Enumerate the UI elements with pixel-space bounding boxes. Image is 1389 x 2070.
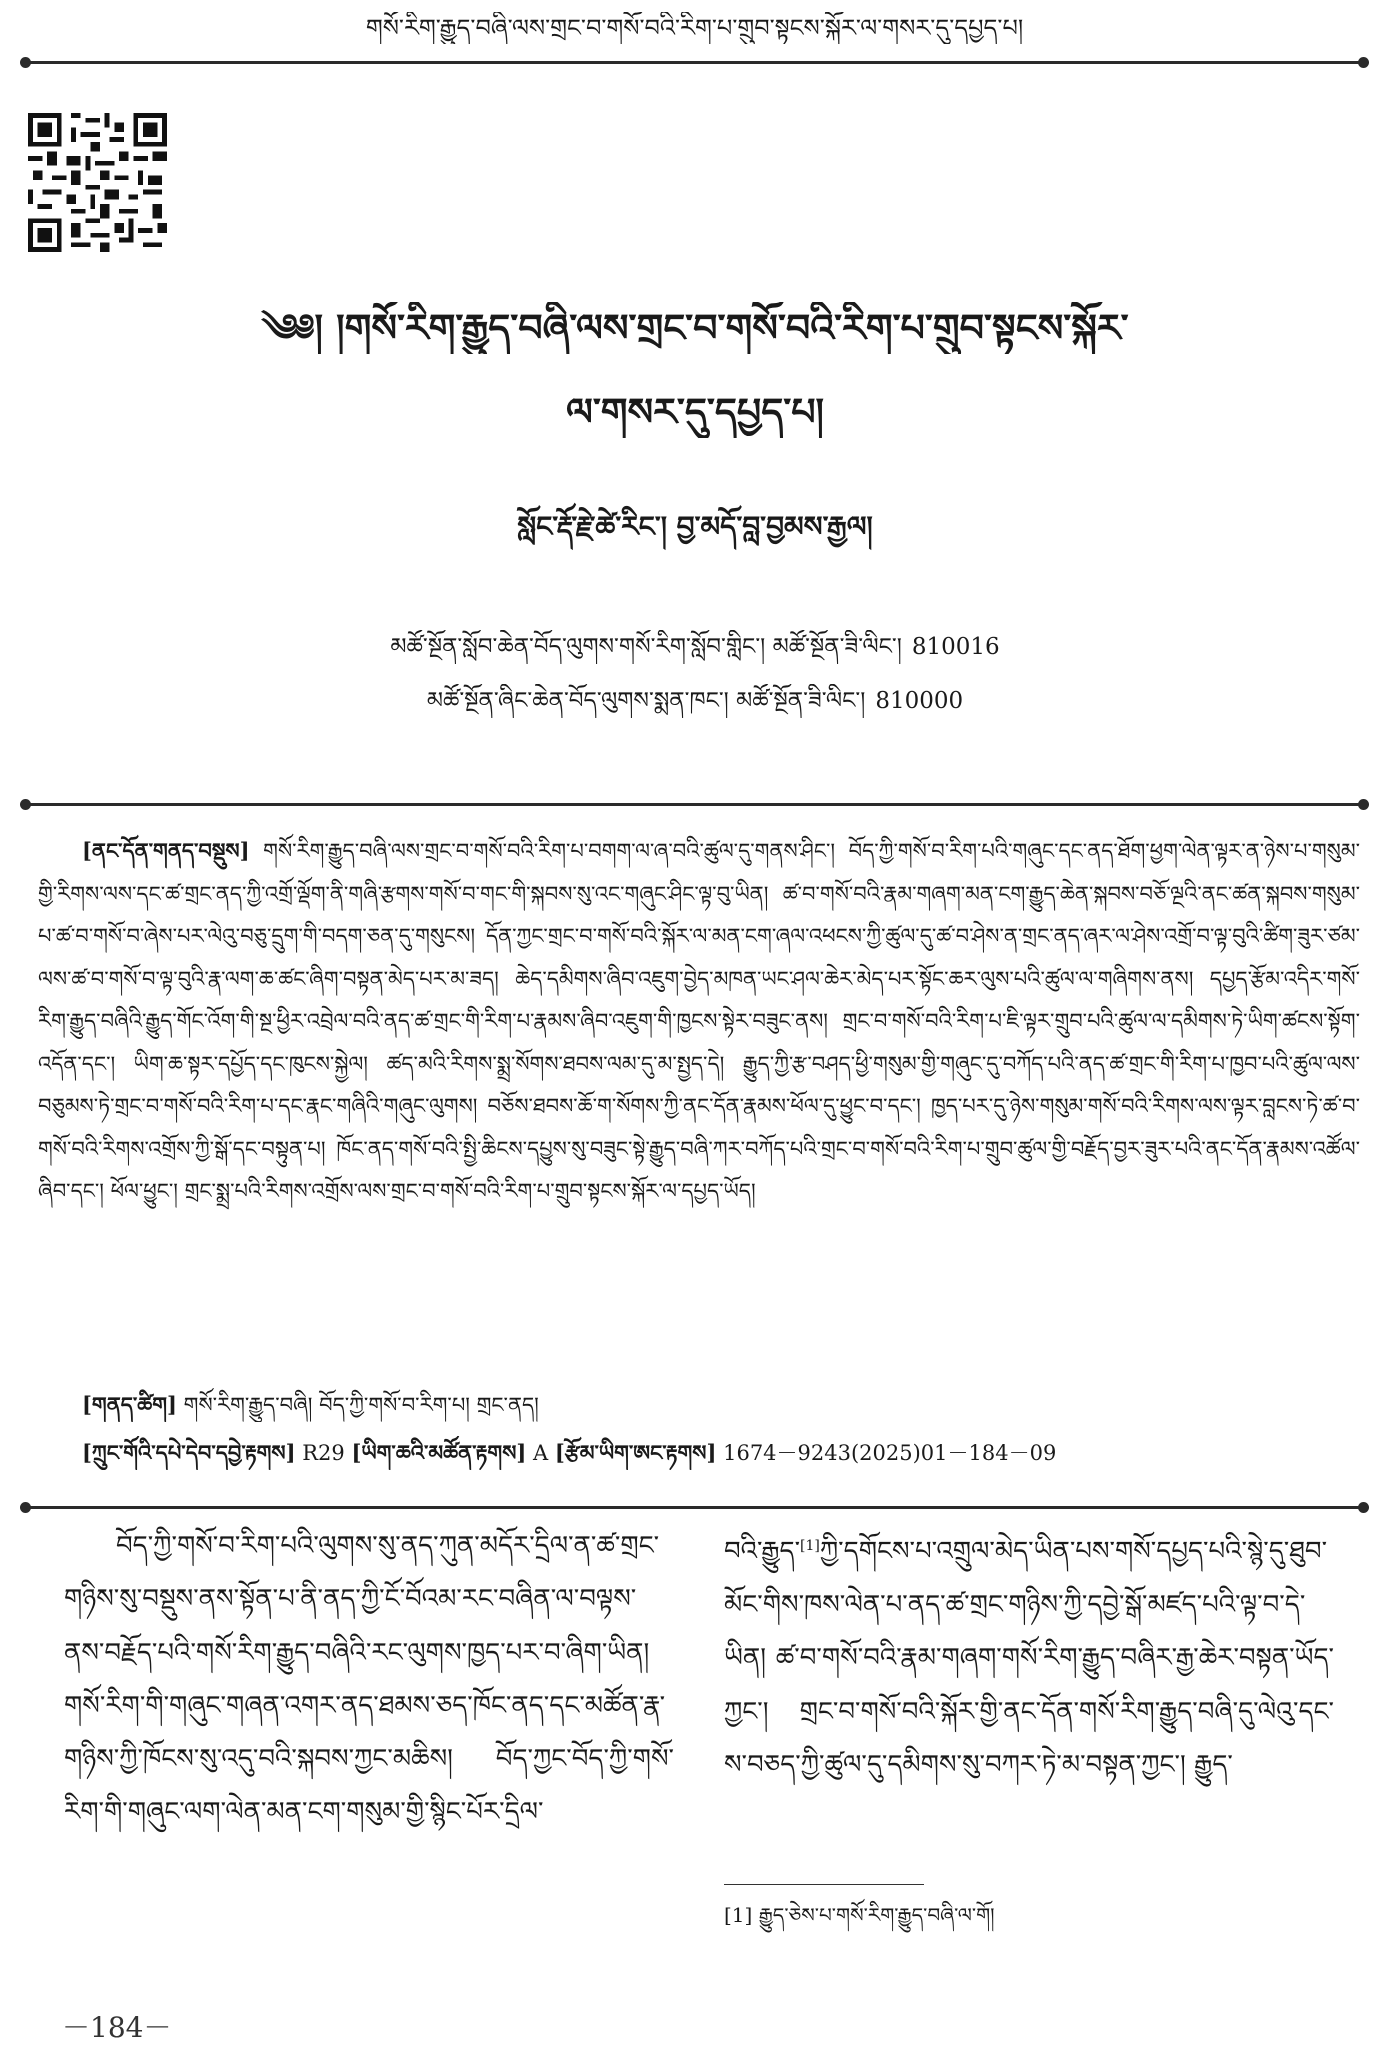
clc-value: R29 [302,1441,345,1465]
title-line-1: ༄༅། །གསོ་རིག་རྒྱུད་བཞི་ལས་གྲང་བ་གསོ་བའི་རིག་པ་གྲུབ་སྟངས་སྐོར་ [261,305,1129,350]
clc-label: [ཀྲུང་གོའི་དཔེ་དེབ་དབྱེ་རྟགས] [82,1440,296,1465]
footnote-divider [724,1884,924,1885]
running-head: གསོ་རིག་རྒྱུད་བཞི་ལས་གྲང་བ་གསོ་བའི་རིག་པ་གྲུབ་སྟངས་སྐོར་ལ་གསར་དུ་དཔྱད་པ། [365,14,1024,42]
article-number-value: 1674－9243(2025)01－184－09 [723,1441,1057,1465]
body-right-lead: བའི་རྒྱུད་ [724,1536,801,1567]
affiliation-2-text: མཚོ་སྔོན་ཞིང་ཆེན་བོད་ལུགས་སྨན་ཁང་། མཚོ་སྔོན་ཟི་ལིང་། [426,688,866,714]
body-left-column: བོད་ཀྱི་གསོ་བ་རིག་པའི་ལུགས་སུ་ནད་ཀུན་མདོར་དྲིལ་ན་ཚ་གྲང་གཉིས་སུ་བསྡུས་ནས་སྟོན་པ་ནི་ནད་ཀྱི་ངོ་བོའམ་རང་བཞིན་ལ་བལྟས་ནས་བརྗོད་པའི་གསོ་རིག་རྒྱུད་བཞིའི་རང་ལུགས་ཁྱད་པར་བ་ཞིག་ཡིན། གསོ་རིག་གི་གཞུང་གཞན་འགར་ནད་ཐམས་ཅད་ཁོང་ནད་དང་མཚོན་རྣ་གཉིས་ཀྱི་ཁོངས་སུ་འདུ་བའི་སྐབས་ཀྱང་མཆིས། བོད་ཀྱང་བོད་ཀྱི་གསོ་རིག་གི་གཞུང་ལག་ལེན་མན་ངག་གསུམ་གྱི་སྙིང་པོར་དྲིལ་ [64,1531,674,1828]
footnote-1: [1] རྒྱུད་ཅེས་པ་གསོ་རིག་རྒྱུད་བཞི་ལ་གོ། [724,1903,995,1927]
keywords [82,1388,1362,1422]
affiliation-2-postcode: 810000 [875,688,964,714]
footnote-ref-1[interactable]: [1] [800,1538,820,1554]
keywords-label: [གནད་ཚིག] [82,1392,177,1417]
abstract [38,830,1360,1382]
body-right-column [724,1520,1334,1840]
affiliation-1-postcode: 810016 [911,634,1000,660]
affiliation-1 [200,630,1190,664]
abstract-bottom-rule [22,1506,1367,1509]
keywords-text: གསོ་རིག་རྒྱུད་བཞི། བོད་ཀྱི་གསོ་བ་རིག་པ། གྲང་ནད། [183,1393,539,1417]
qr-code-icon [28,113,167,252]
classification-line [82,1436,1362,1470]
body-right-text: ཀྱི་དགོངས་པ་འགྲུལ་མེད་ཡིན་པས་གསོ་དཔྱད་པའི་སྙེ་དུ་ཐུབ་མོང་གིས་ཁས་ལེན་པ་ནད་ཚ་གྲང་གཉིས་ཀྱི་དབྱེ་སྒོ་མཛད་པའི་ལྟ་བ་དེ་ཡིན། ཚ་བ་གསོ་བའི་རྣམ་གཞག་གསོ་རིག་རྒྱུད་བཞིར་རྒྱ་ཆེར་བསྟན་ཡོད་ཀྱང་། གྲང་བ་གསོ་བའི་སྐོར་གྱི་ནང་དོན་གསོ་རིག་རྒྱུད་བཞི་དུ་ལེའུ་དང་ས་བཅད་ཀྱི་ཚུལ་དུ་དམིགས་སུ་བཀར་ཏེ་མ་བསྟན་ཀྱང་། རྒྱུད་ [724,1536,1334,1780]
affiliation-1-text: མཚོ་སྔོན་སློབ་ཆེན་བོད་ལུགས་གསོ་རིག་སློབ་གླིང་། མཚོ་སྔོན་ཟི་ལིང་། [390,634,902,660]
abstract-top-rule [22,803,1367,806]
abstract-label: [ནང་དོན་གནད་བསྡུས] [82,838,250,863]
abstract-text: གསོ་རིག་རྒྱུད་བཞི་ལས་གྲང་བ་གསོ་བའི་རིག་པ་བགག་ལ་ཞ་བའི་ཚུལ་དུ་གནས་ཤིང་། བོད་ཀྱི་གསོ་བ་རིག་པའི་གཞུང་དང་ནད་ཐོག་ཕྱག་ལེན་ལྟར་ན་ཉེས་པ་གསུམ་གྱི་རིགས་ལས་དང་ཚ་གྲང་ནད་ཀྱི་འགྲོ་ལྡོག་ནི་གཞི་རྩགས་གསོ་བ་གང་གི་སྐབས་སུ་འང་གཞུང་ཤིང་ལྟ་བུ་ཡིན། ཚ་བ་གསོ་བའི་རྣམ་གཞག་མན་ངག་རྒྱུད་ཆེན་སྐབས་བཅོ་ལྔའི་ནང་ཚན་སྐབས་གསུམ་པ་ཚ་བ་གསོ་བ་ཞེས་པར་ལེའུ་བཅུ་དྲུག་གི་བདག་ཅན་དུ་གསུངས། དོན་ཀྱང་གྲང་བ་གསོ་བའི་སྐོར་ལ་མན་ངག་ཞལ་འཕངས་ཀྱི་ཚུལ་དུ་ཚ་བ་ཤེས་ན་གྲང་ནད་ཞར་ལ་ཤེས་འགྲོ་བ་ལྟ་བུའི་ཚིག་ཟུར་ཙམ་ལས་ཚ་བ་གསོ་བ་ལྟ་བུའི་རྣ་ལག་ཆ་ཚང་ཞིག་བསྟན་མེད་པར་མ་ཟད། ཆེད་དམིགས་ཞིབ་འཇུག་བྱེད་མཁན་ཡང་ཤལ་ཆེར་མེད་པར་སྟོང་ཆར་ལུས་པའི་ཚུལ་ལ་གཞིགས་ནས། དཔྱད་རྩོམ་འདིར་གསོ་རིག་རྒྱུད་བཞིའི་རྒྱུད་གོང་འོག་གི་སྔ་ཕྱིར་འབྲེལ་བའི་ནད་ཚ་གྲང་གི་རིག་པ་རྣམས་ཞིབ་འཇུག་གི་ཁྱངས་སྟེར་བཟུང་ནས། གྲང་བ་གསོ་བའི་རིག་པ་ཇི་ལྟར་གྲུབ་པའི་ཚུལ་ལ་དམིགས་ཏེ་ཡིག་ཚངས་སྟོག་འདོན་དང་། ཡིག་ཆ་སྟར་དཔྱོད་དང་ཁུངས་སྐྱེལ། ཚད་མའི་རིགས་སྨྲ་སོགས་ཐབས་ལམ་དུ་མ་སྤྱད་དེ། རྒྱུད་ཀྱི་རྩ་བཤད་ཕྱི་གསུམ་གྱི་གཞུང་དུ་བཀོད་པའི་ནད་ཚ་གྲང་གི་རིག་པ་ཁྱབ་པའི་ཚུལ་ལས་བཅུམས་ཏེ་གྲང་བ་གསོ་བའི་རིག་པ་དང་རྣང་གཞིའི་གཞུང་ལུགས། བཅོས་ཐབས་ཆོ་ག་སོགས་ཀྱི་ནང་དོན་རྣམས་ཕོལ་དུ་ཕྱུང་བ་དང་། ཁྱད་པར་དུ་ཉེས་གསུམ་གསོ་བའི་རིགས་ལས་ལྟར་བླངས་ཏེ་ཚ་བ་གསོ་བའི་རིགས་འགྲོས་ཀྱི་སྒོ་དང་བསྟུན་པ། ཁོང་ནད་གསོ་བའི་སྤྱི་ཆིངས་དཔྱུས་སུ་བཟུང་སྟེ་རྒྱུད་བཞི་ཀར་བཀོད་པའི་གྲང་བ་གསོ་བའི་རིག་པ་གྲུབ་ཚུལ་གྱི་བརྗོད་བྱར་ཟུར་པའི་ནང་དོན་རྣམས་འཚོལ་ཞིབ་དང་། ཕོལ་ཕྱུང་། གྲང་སྨྲ་པའི་རིགས་འགྲོས་ལས་གྲང་བ་གསོ་བའི་རིག་པ་གྲུབ་སྟངས་སྐོར་ལ་དཔྱད་ཡོད། [38,839,1360,1203]
page-number: －184－ [62,2011,172,2044]
article-number-label: [རྩོམ་ཡིག་ཨང་རྟགས] [554,1440,717,1465]
doc-code-value: A [533,1441,549,1465]
authors: སློང་རྡོ་རྗེ་ཚེ་རིང་། བྱ་མདོ་བླ་བྱམས་རྒྱལ། [517,510,873,543]
doc-code-label: [ཡིག་ཆའི་མཚོན་རྟགས] [351,1440,527,1465]
header-rule [22,61,1367,64]
affiliation-2 [200,684,1190,718]
title-line-2: ལ་གསར་དུ་དཔྱད་པ། [566,389,824,434]
